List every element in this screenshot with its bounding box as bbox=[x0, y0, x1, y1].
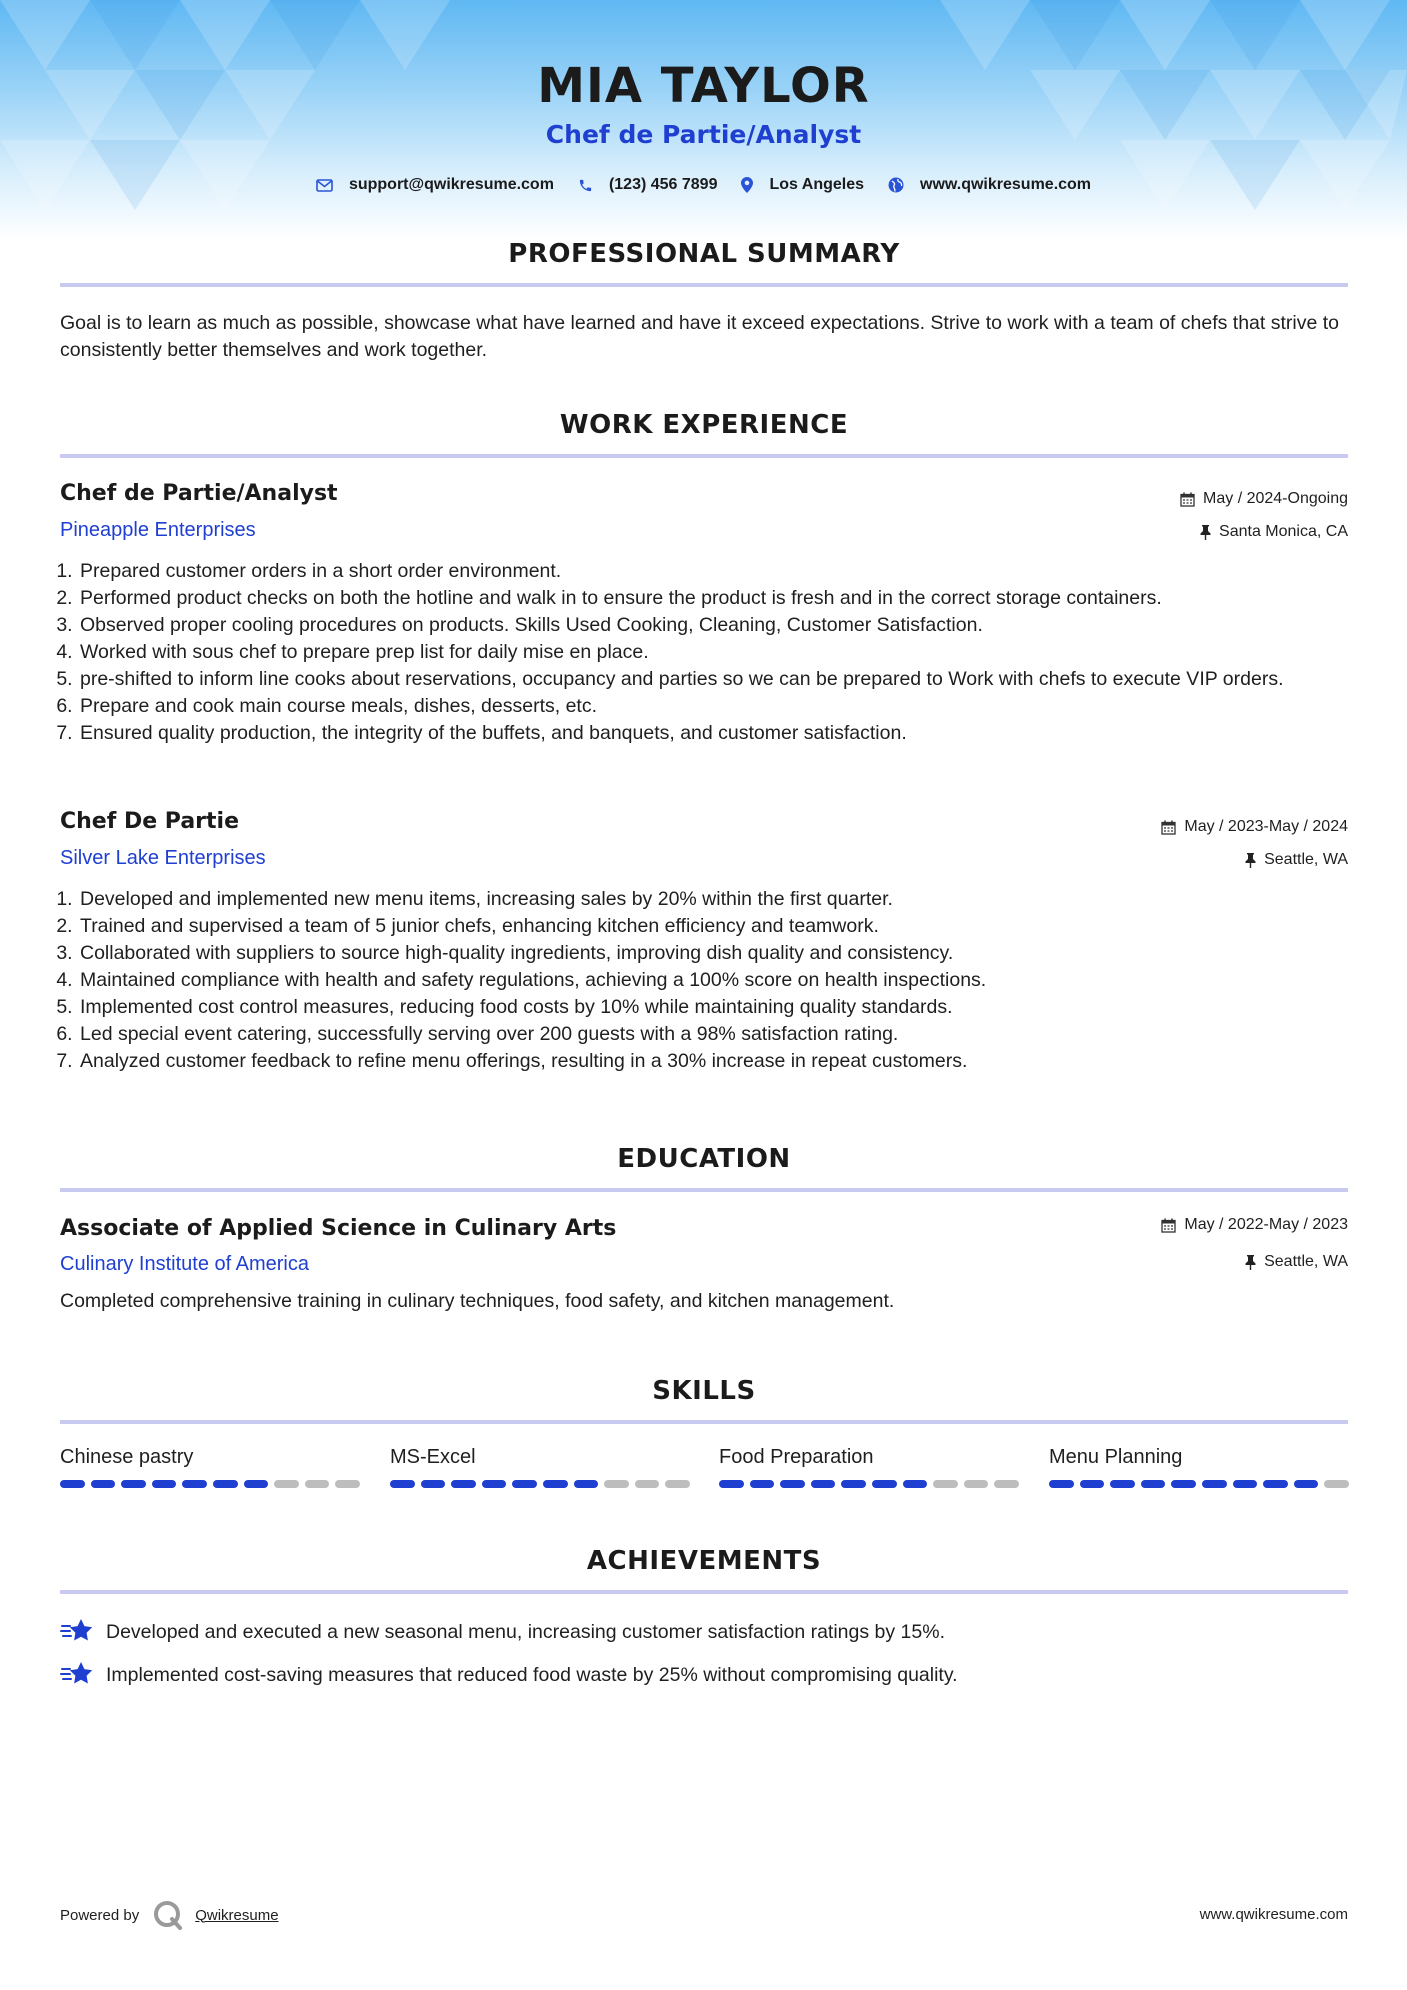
skill-segment-empty bbox=[964, 1480, 989, 1488]
globe-icon bbox=[888, 177, 904, 193]
skill-name: MS-Excel bbox=[390, 1446, 476, 1468]
calendar-icon bbox=[1180, 492, 1195, 507]
contact-website[interactable] bbox=[888, 176, 1091, 194]
skill-segment-filled bbox=[482, 1480, 507, 1488]
skill-segment-filled bbox=[1141, 1480, 1166, 1488]
skill-item bbox=[390, 1446, 690, 1488]
list-item: 3. Observed proper cooling procedures on products. Skills Used Cooking, Cleaning, Customer Satisfaction. bbox=[78, 612, 1368, 639]
list-item: 2. Trained and supervised a team of 5 junior chefs, enhancing kitchen efficiency and teamwork. bbox=[78, 913, 1368, 940]
list-item: 5. pre-shifted to inform line cooks about reservations, occupancy and parties so we can be prepared to Work with chefs to execute VIP orders. bbox=[78, 666, 1368, 693]
skill-segment-filled bbox=[574, 1480, 599, 1488]
skill-segment-empty bbox=[604, 1480, 629, 1488]
section-divider bbox=[60, 1590, 1348, 1594]
phone-text: (123) 456 7899 bbox=[608, 176, 718, 193]
skill-segment-empty bbox=[1324, 1480, 1349, 1488]
list-item: 1. Prepared customer orders in a short order environment. bbox=[78, 558, 1368, 585]
skill-segment-filled bbox=[1263, 1480, 1288, 1488]
skill-segment-empty bbox=[635, 1480, 660, 1488]
candidate-name: MIA TAYLOR bbox=[537, 58, 870, 114]
job-location bbox=[1245, 851, 1348, 869]
candidate-title: Chef de Partie/Analyst bbox=[545, 120, 862, 149]
contact-location bbox=[741, 176, 864, 194]
phone-icon bbox=[578, 178, 593, 193]
star-icon bbox=[60, 1617, 94, 1647]
summary-text: Goal is to learn as much as possible, showcase what have learned and have it exceed expectations. Strive to work with a team of chefs that strive to consistently better themselves and work together. bbox=[60, 312, 1340, 361]
degree-title: Associate of Applied Science in Culinary Arts bbox=[60, 1216, 617, 1241]
skill-segment-filled bbox=[1202, 1480, 1227, 1488]
list-item: 6. Led special event catering, successfully serving over 200 guests with a 98% satisfaction rating. bbox=[78, 1021, 1368, 1048]
skill-segment-empty bbox=[994, 1480, 1019, 1488]
school-name: Culinary Institute of America bbox=[60, 1253, 309, 1275]
skill-segment-empty bbox=[335, 1480, 360, 1488]
list-item: 7. Ensured quality production, the integrity of the buffets, and banquets, and customer satisfaction. bbox=[78, 720, 1368, 747]
company-name: Pineapple Enterprises bbox=[60, 519, 256, 541]
envelope-icon bbox=[316, 179, 333, 192]
list-item: 5. Implemented cost control measures, reducing food costs by 10% while maintaining quality standards. bbox=[78, 994, 1368, 1021]
skill-segment-filled bbox=[512, 1480, 537, 1488]
section-divider bbox=[60, 454, 1348, 458]
achievement-item bbox=[60, 1660, 958, 1690]
contact-bar bbox=[0, 174, 1407, 196]
skill-segment-filled bbox=[213, 1480, 238, 1488]
section-divider bbox=[60, 283, 1348, 287]
section-title-summary: PROFESSIONAL SUMMARY bbox=[508, 239, 900, 269]
skill-segment-filled bbox=[543, 1480, 568, 1488]
job-location-text: Seattle, WA bbox=[1264, 851, 1348, 868]
achievement-text: Implemented cost-saving measures that reduced food waste by 25% without compromising quality. bbox=[106, 1663, 958, 1686]
skill-segment-empty bbox=[274, 1480, 299, 1488]
skill-segment-filled bbox=[780, 1480, 805, 1488]
skill-level-bar bbox=[719, 1480, 1019, 1488]
skill-segment-empty bbox=[665, 1480, 690, 1488]
map-pin-icon bbox=[741, 177, 753, 193]
skill-segment-filled bbox=[451, 1480, 476, 1488]
job-dates bbox=[1180, 490, 1348, 508]
skill-segment-filled bbox=[1233, 1480, 1258, 1488]
pushpin-icon bbox=[1200, 525, 1211, 540]
skill-segment-filled bbox=[152, 1480, 177, 1488]
skill-segment-filled bbox=[1049, 1480, 1074, 1488]
job-bullets bbox=[60, 558, 1368, 747]
skill-segment-filled bbox=[121, 1480, 146, 1488]
skill-segment-filled bbox=[421, 1480, 446, 1488]
qwikresume-logo-icon bbox=[153, 1900, 183, 1930]
achievement-item bbox=[60, 1617, 945, 1647]
section-divider bbox=[60, 1188, 1348, 1192]
skill-segment-filled bbox=[719, 1480, 744, 1488]
job-title: Chef De Partie bbox=[60, 809, 240, 834]
skill-name: Chinese pastry bbox=[60, 1446, 194, 1468]
job-bullets bbox=[60, 886, 1368, 1075]
skill-segment-filled bbox=[244, 1480, 269, 1488]
job-dates bbox=[1161, 818, 1348, 836]
skill-segment-filled bbox=[1110, 1480, 1135, 1488]
skill-segment-filled bbox=[1080, 1480, 1105, 1488]
skill-segment-filled bbox=[903, 1480, 928, 1488]
skill-level-bar bbox=[1049, 1480, 1349, 1488]
section-title-education: EDUCATION bbox=[617, 1144, 791, 1174]
skill-level-bar bbox=[60, 1480, 360, 1488]
job-location-text: Santa Monica, CA bbox=[1219, 523, 1348, 540]
list-item: 4. Worked with sous chef to prepare prep list for daily mise en place. bbox=[78, 639, 1368, 666]
job-location bbox=[1200, 523, 1348, 541]
skill-level-bar bbox=[390, 1480, 690, 1488]
pushpin-icon bbox=[1245, 1255, 1256, 1270]
website-text: www.qwikresume.com bbox=[920, 176, 1092, 193]
powered-by-label: Powered by bbox=[60, 1906, 140, 1924]
qwikresume-link[interactable]: Qwikresume bbox=[195, 1906, 279, 1924]
footer-website[interactable]: www.qwikresume.com bbox=[1199, 1906, 1348, 1923]
education-location-text: Seattle, WA bbox=[1264, 1253, 1348, 1270]
education-description: Completed comprehensive training in culinary techniques, food safety, and kitchen management. bbox=[60, 1290, 895, 1312]
section-title-skills: SKILLS bbox=[652, 1376, 756, 1406]
skill-segment-filled bbox=[91, 1480, 116, 1488]
footer-powered-by bbox=[60, 1900, 279, 1930]
job-dates-text: May / 2024-Ongoing bbox=[1203, 490, 1348, 507]
skill-name: Food Preparation bbox=[719, 1446, 874, 1468]
list-item: 4. Maintained compliance with health and safety regulations, achieving a 100% score on health inspections. bbox=[78, 967, 1368, 994]
section-title-achievements: ACHIEVEMENTS bbox=[586, 1546, 822, 1576]
job-title: Chef de Partie/Analyst bbox=[60, 481, 338, 506]
skill-item bbox=[719, 1446, 1019, 1488]
skill-segment-filled bbox=[182, 1480, 207, 1488]
star-icon bbox=[60, 1660, 94, 1690]
skill-segment-filled bbox=[841, 1480, 866, 1488]
list-item: 7. Analyzed customer feedback to refine menu offerings, resulting in a 30% increase in repeat customers. bbox=[78, 1048, 1368, 1075]
contact-phone[interactable] bbox=[578, 176, 718, 194]
skill-item bbox=[60, 1446, 360, 1488]
list-item: 2. Performed product checks on both the hotline and walk in to ensure the product is fresh and in the correct storage containers. bbox=[78, 585, 1368, 612]
section-divider bbox=[60, 1420, 1348, 1424]
skill-segment-filled bbox=[1294, 1480, 1319, 1488]
list-item: 3. Collaborated with suppliers to source high-quality ingredients, improving dish quality and consistency. bbox=[78, 940, 1368, 967]
email-text: support@qwikresume.com bbox=[348, 176, 554, 193]
skill-segment-filled bbox=[811, 1480, 836, 1488]
calendar-icon bbox=[1161, 1218, 1176, 1233]
education-location bbox=[1245, 1253, 1348, 1271]
contact-email[interactable] bbox=[316, 176, 554, 194]
job-dates-text: May / 2023-May / 2024 bbox=[1184, 818, 1348, 835]
pushpin-icon bbox=[1245, 853, 1256, 868]
list-item: 6. Prepare and cook main course meals, dishes, desserts, etc. bbox=[78, 693, 1368, 720]
education-dates-text: May / 2022-May / 2023 bbox=[1184, 1216, 1348, 1233]
skill-segment-empty bbox=[933, 1480, 958, 1488]
education-dates bbox=[1161, 1216, 1348, 1234]
skill-segment-filled bbox=[872, 1480, 897, 1488]
skill-segment-filled bbox=[1171, 1480, 1196, 1488]
skill-segment-filled bbox=[390, 1480, 415, 1488]
skill-segment-filled bbox=[60, 1480, 85, 1488]
company-name: Silver Lake Enterprises bbox=[60, 847, 266, 869]
skill-item bbox=[1049, 1446, 1349, 1488]
skill-segment-filled bbox=[750, 1480, 775, 1488]
skill-segment-empty bbox=[305, 1480, 330, 1488]
achievement-text: Developed and executed a new seasonal menu, increasing customer satisfaction ratings by 15%. bbox=[106, 1620, 945, 1643]
list-item: 1. Developed and implemented new menu items, increasing sales by 20% within the first quarter. bbox=[78, 886, 1368, 913]
location-text: Los Angeles bbox=[769, 176, 865, 193]
calendar-icon bbox=[1161, 820, 1176, 835]
section-title-experience: WORK EXPERIENCE bbox=[559, 410, 849, 440]
skill-name: Menu Planning bbox=[1049, 1446, 1183, 1468]
